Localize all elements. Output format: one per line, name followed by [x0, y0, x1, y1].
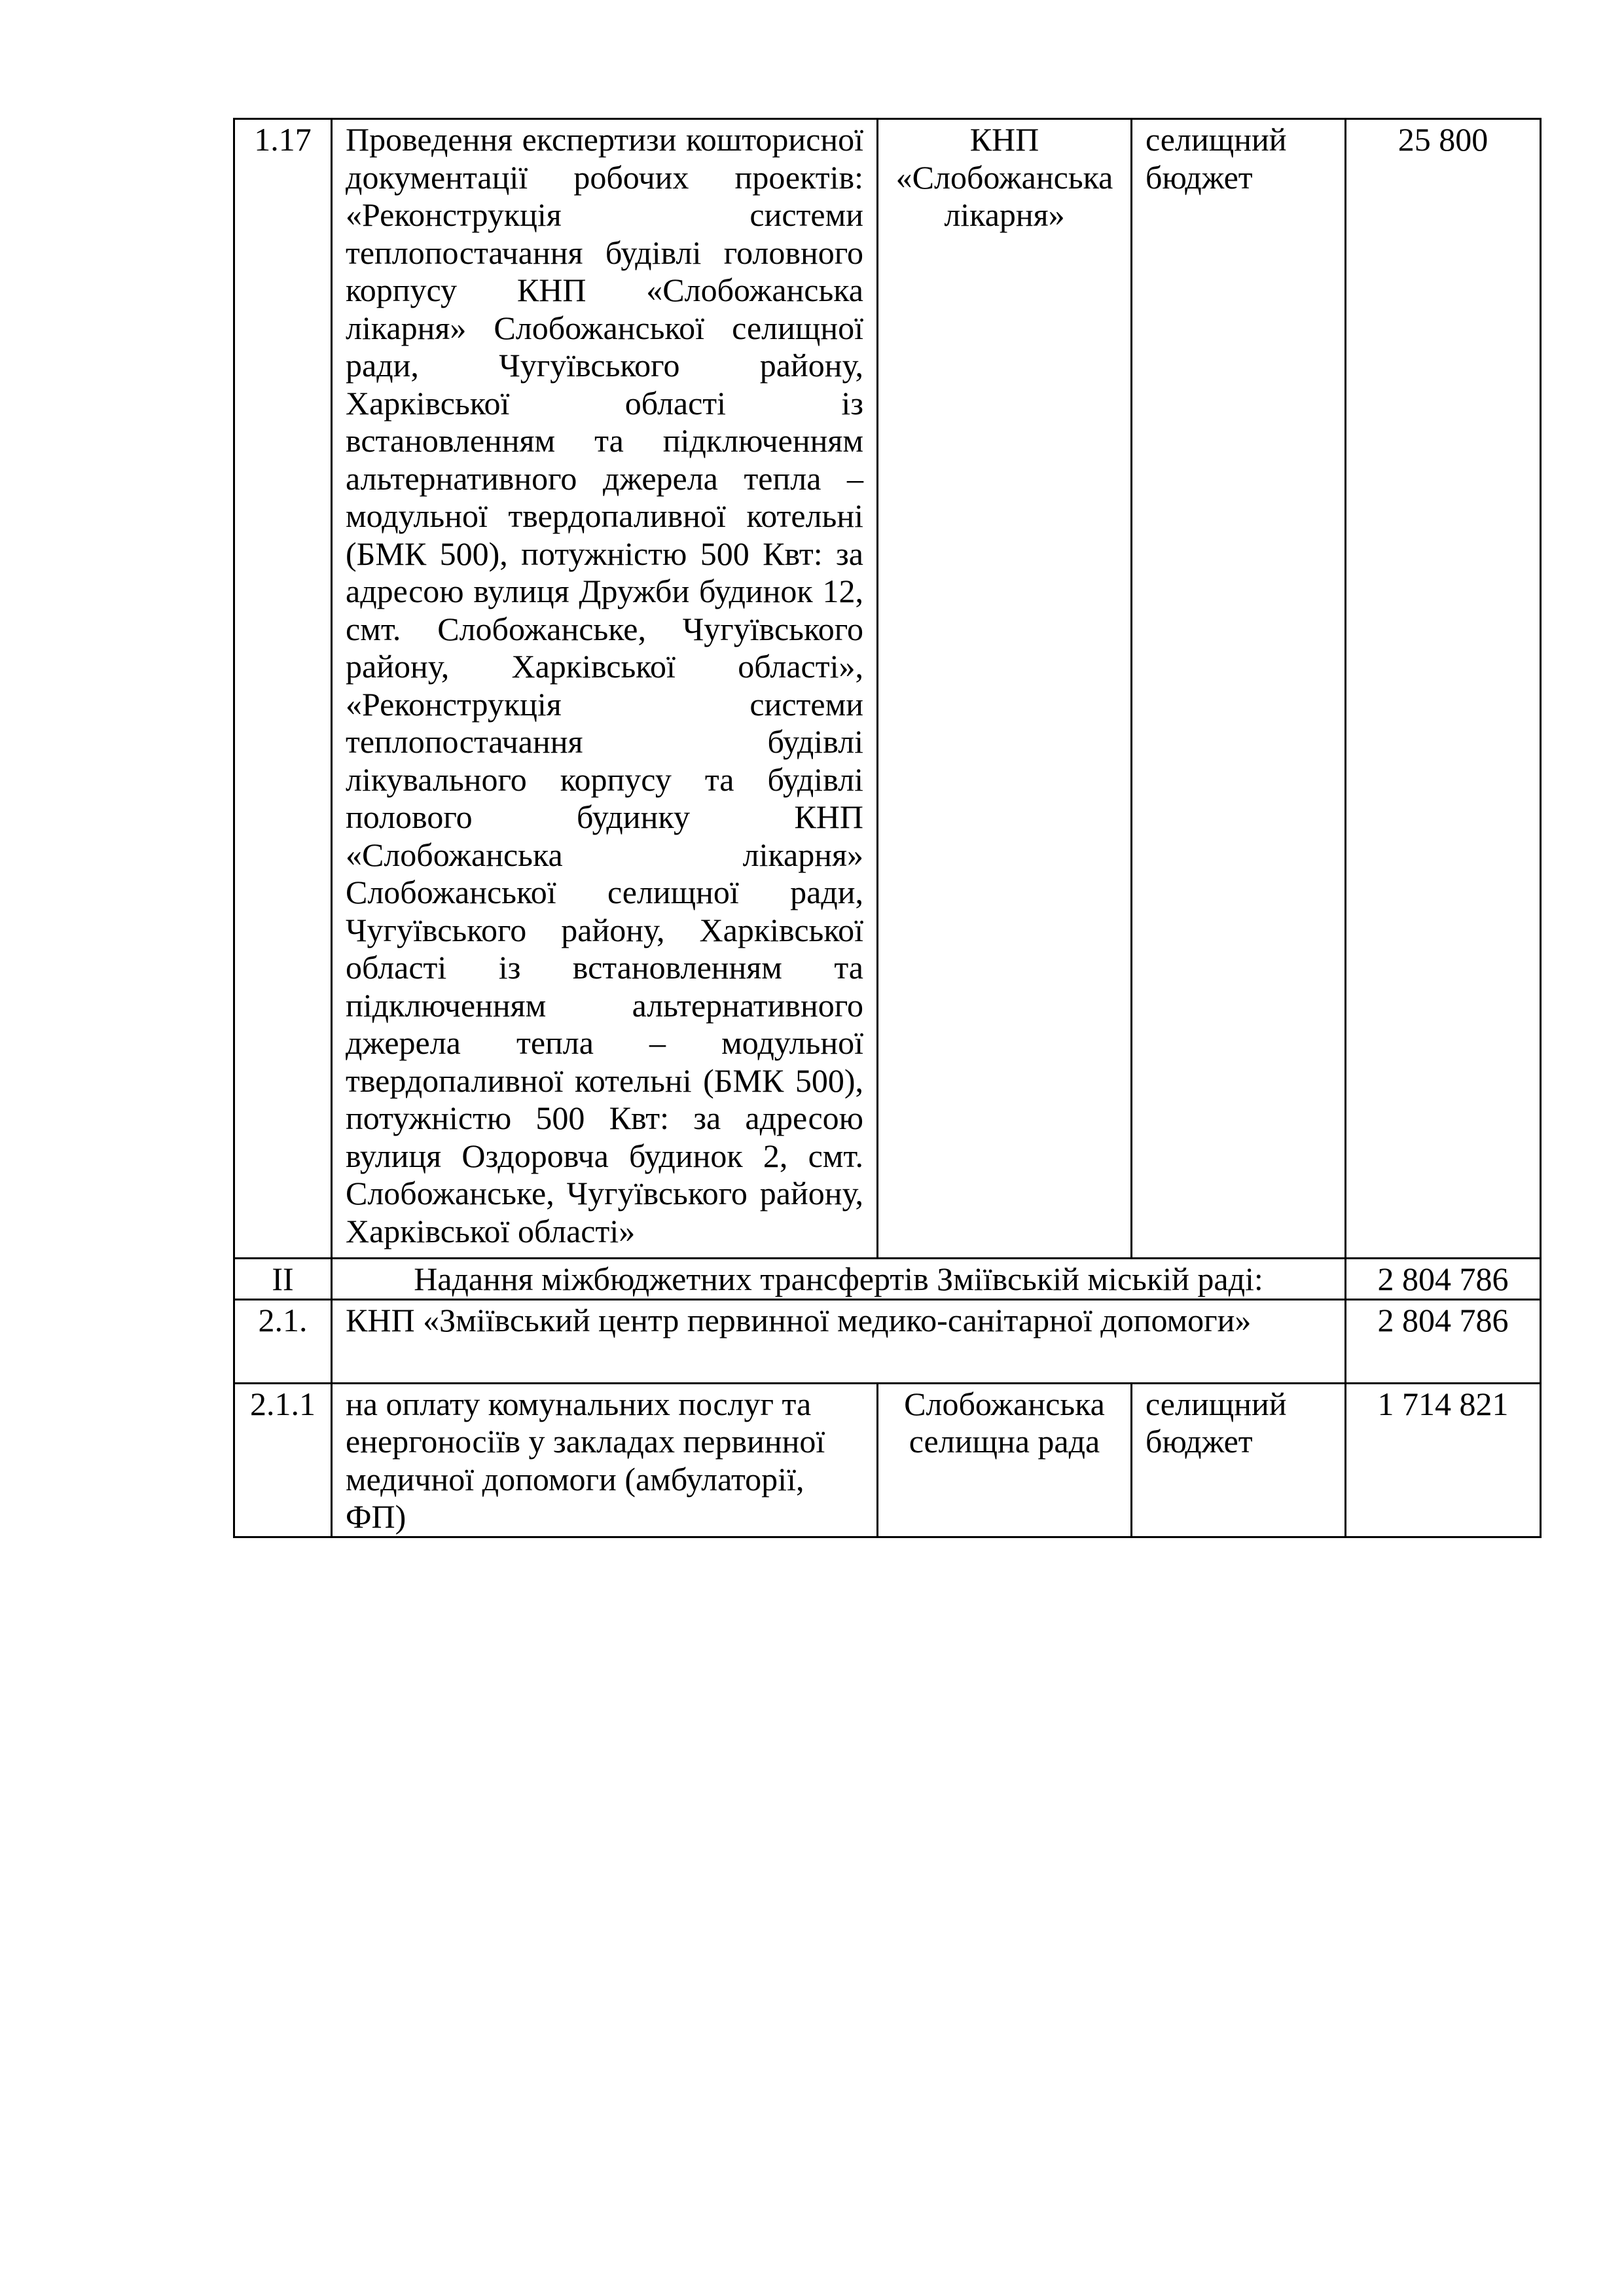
row-executor: КНП «Слобожанська лікарня» — [878, 119, 1132, 1259]
row-executor: Слобожанська селищна рада — [878, 1383, 1132, 1537]
budget-table — [233, 118, 1542, 1538]
table-row — [234, 1299, 1541, 1383]
table-row — [234, 1259, 1541, 1300]
row-number: 1.17 — [234, 119, 332, 1259]
row-number: II — [234, 1259, 332, 1300]
row-number: 2.1. — [234, 1299, 332, 1383]
row-amount: 25 800 — [1346, 119, 1541, 1259]
row-source: селищний бюджет — [1132, 1383, 1346, 1537]
row-amount: 1 714 821 — [1346, 1383, 1541, 1537]
row-description: Надання міжбюджетних трансфертів Зміївській міській раді: — [332, 1259, 1346, 1300]
row-amount: 2 804 786 — [1346, 1259, 1541, 1300]
row-number: 2.1.1 — [234, 1383, 332, 1537]
row-source: селищний бюджет — [1132, 119, 1346, 1259]
row-amount: 2 804 786 — [1346, 1299, 1541, 1383]
row-description: Проведення експертизи кошторисної документації робочих проектів: «Реконструкція системи теплопостачання будівлі головного корпусу КНП «Слобожанська лікарня» Слобожанської селищної ради, Чугуївського району, Харківської області із встановленням та підключенням альтернативного джерела тепла – модульної твердопаливної котельні (БМК 500), потужністю 500 Квт: за адресою вулиця Дружби будинок 12, смт. Слобожанське, Чугуївського району, Харківської області», «Реконструкція системи теплопостачання будівлі лікувального корпусу та будівлі полового будинку КНП «Слобожанська лікарня» Слобожанської селищної ради, Чугуївського району, Харківської області із встановленням та підключенням альтернативного джерела тепла – модульної твердопаливної котельні (БМК 500), потужністю 500 Квт: за адресою вулиця Оздоровча будинок 2, смт. Слобожанське, Чугуївського району, Харківської області» — [332, 119, 878, 1259]
table-row — [234, 1383, 1541, 1537]
row-description: на оплату комунальних послуг та енергоносіїв у закладах первинної медичної допомоги (амбулаторії, ФП) — [332, 1383, 878, 1537]
table-row — [234, 119, 1541, 1259]
row-description: КНП «Зміївський центр первинної медико-санітарної допомоги» — [332, 1299, 1346, 1383]
